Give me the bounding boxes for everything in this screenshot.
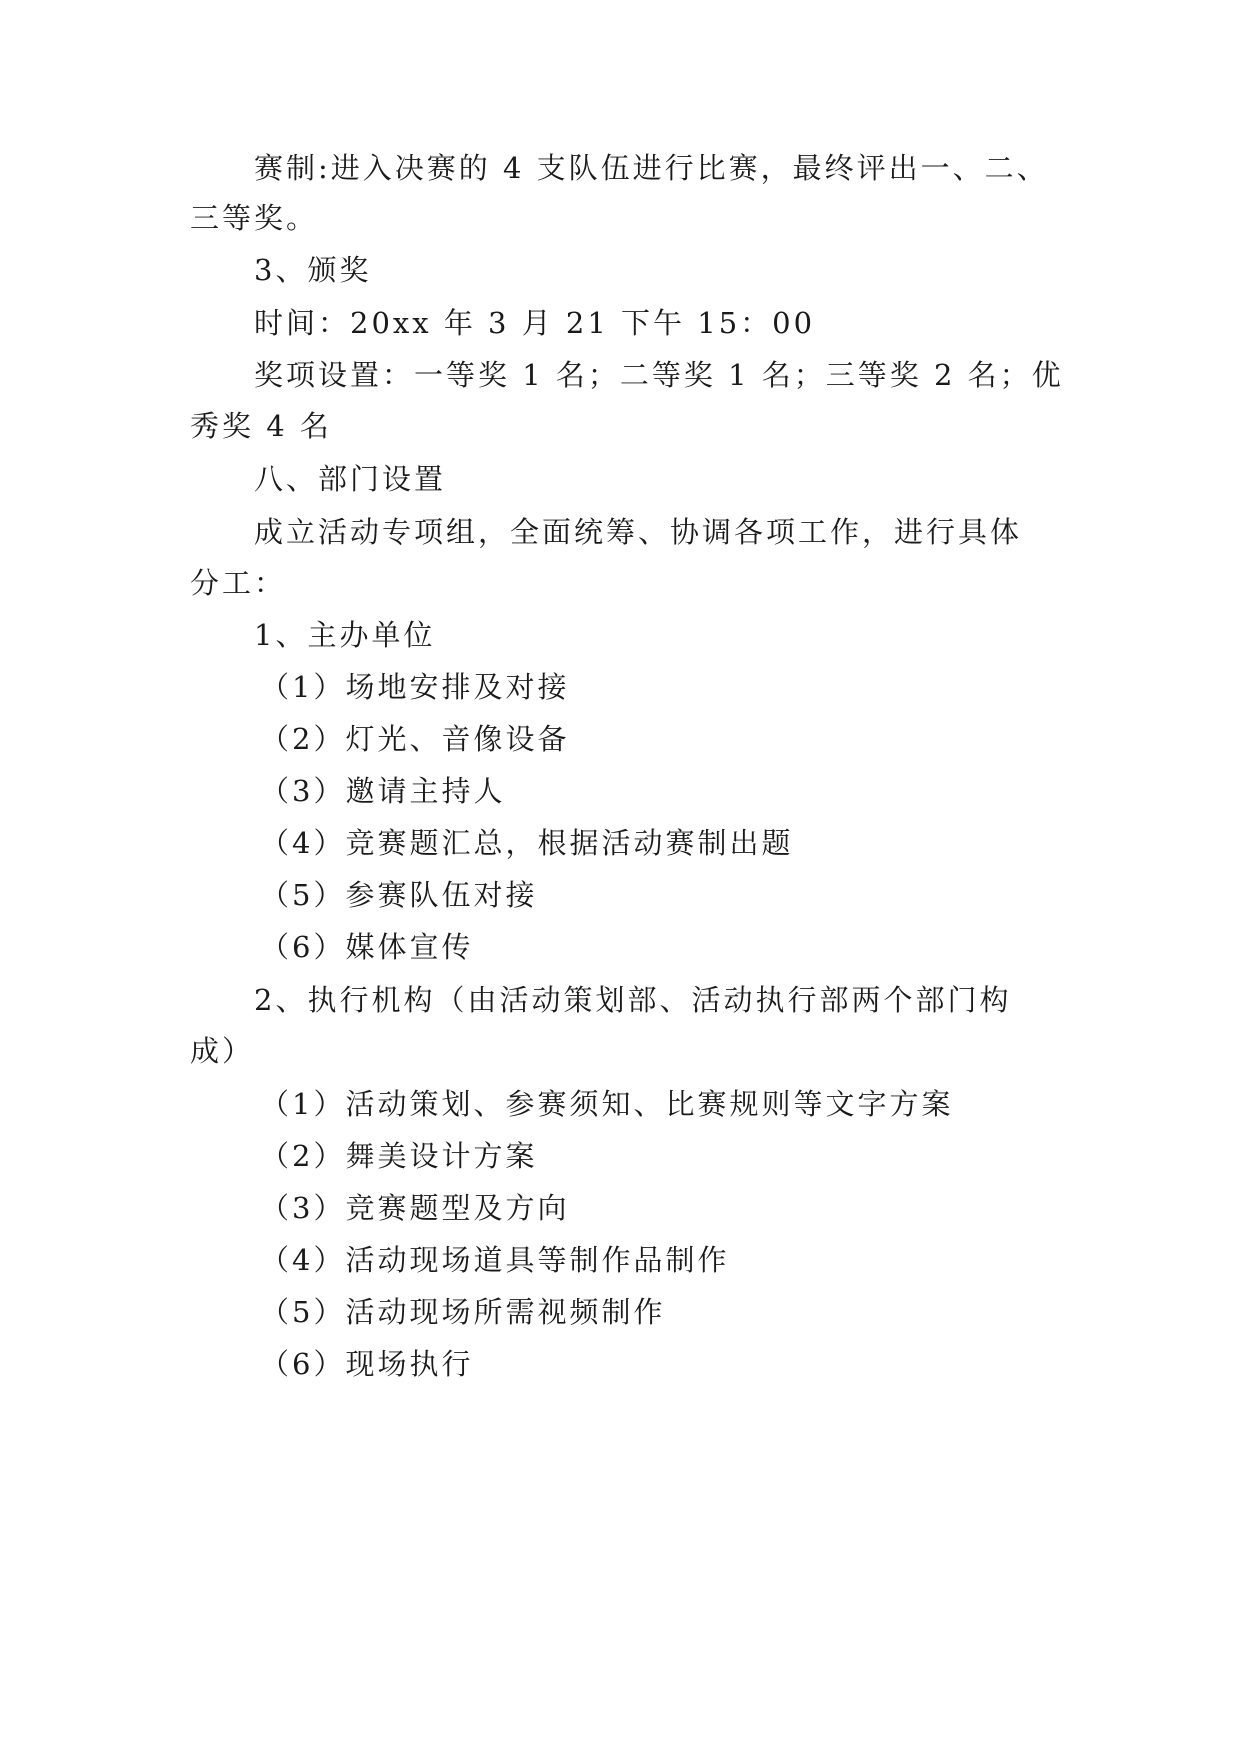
list-item: （4）竞赛题汇总，根据活动赛制出题 — [260, 826, 794, 860]
paragraph-line-format-cont: 三等奖。 — [190, 201, 319, 235]
list-item: （6）现场执行 — [260, 1347, 474, 1381]
subheading-execution: 2、执行机构（由活动策划部、活动执行部两个部门构 — [254, 983, 1012, 1017]
paragraph-line-time: 时间：20xx 年 3 月 21 下午 15：00 — [254, 306, 816, 340]
subheading-host: 1、主办单位 — [254, 618, 436, 652]
list-item: （1）活动策划、参赛须知、比赛规则等文字方案 — [260, 1087, 954, 1121]
list-item: （5）参赛队伍对接 — [260, 878, 538, 912]
paragraph-line-prizes: 奖项设置：一等奖 1 名；二等奖 1 名；三等奖 2 名；优 — [254, 358, 1064, 392]
list-item: （3）邀请主持人 — [260, 774, 506, 808]
paragraph-line-intro: 成立活动专项组，全面统筹、协调各项工作，进行具体 — [254, 515, 1023, 549]
list-item: （4）活动现场道具等制作品制作 — [260, 1243, 730, 1277]
list-item: （2）灯光、音像设备 — [260, 722, 570, 756]
paragraph-line-prizes-cont: 秀奖 4 名 — [190, 409, 332, 443]
list-item: （6）媒体宣传 — [260, 930, 474, 964]
section-heading-awards: 3、颁奖 — [254, 253, 372, 287]
list-item: （2）舞美设计方案 — [260, 1139, 538, 1173]
subheading-execution-cont: 成） — [190, 1034, 255, 1068]
paragraph-line-intro-cont: 分工： — [190, 566, 287, 600]
section-heading-departments: 八、部门设置 — [254, 462, 447, 496]
paragraph-line-format: 赛制:进入决赛的 4 支队伍进行比赛，最终评出一、二、 — [254, 151, 1049, 185]
list-item: （5）活动现场所需视频制作 — [260, 1295, 666, 1329]
list-item: （1）场地安排及对接 — [260, 670, 570, 704]
list-item: （3）竞赛题型及方向 — [260, 1191, 570, 1225]
